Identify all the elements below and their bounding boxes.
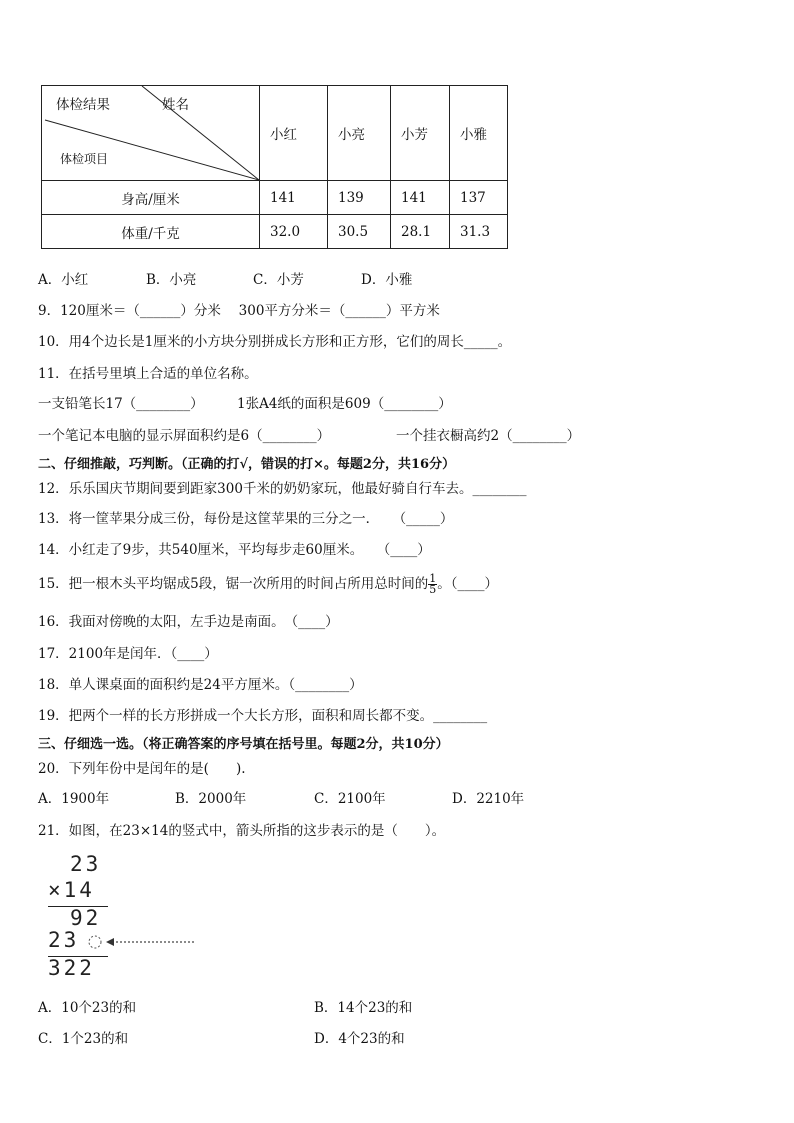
- question-12: 12．乐乐国庆节期间要到距家300千米的奶奶家玩，他最好骑自行车去。________: [38, 481, 527, 497]
- question-17: 17．2100年是闰年．（____）: [38, 646, 218, 662]
- q21-option-a[interactable]: A．10个23的和: [38, 1000, 137, 1016]
- name-header-cell: 小红: [260, 86, 328, 181]
- q21-option-b[interactable]: B．14个23的和: [314, 1000, 413, 1016]
- calc-multiplicand: 23: [70, 852, 102, 876]
- q8-option-b[interactable]: B．小亮: [146, 272, 197, 288]
- question-11-b: 1张A4纸的面积是609（________）: [237, 396, 452, 412]
- q20-option-b[interactable]: B．2000年: [175, 791, 247, 807]
- calc-partial-product-2: 23: [48, 928, 80, 952]
- q8-option-a[interactable]: A．小红: [38, 272, 89, 288]
- question-11-d: 一个挂衣橱高约2（________）: [396, 428, 581, 444]
- table-cell: 31.3: [450, 215, 508, 249]
- table-cell: 32.0: [260, 215, 328, 249]
- question-10: 10．用4个边长是1厘米的小方块分别拼成长方形和正方形，它们的周长_____。: [38, 334, 512, 350]
- calc-partial-product-1: 92: [70, 906, 102, 930]
- question-18: 18．单人课桌面的面积约是24平方厘米。（________）: [38, 677, 363, 693]
- question-19: 19．把两个一样的长方形拼成一个大长方形，面积和周长都不变。________: [38, 708, 488, 724]
- table-cell: 141: [260, 181, 328, 215]
- fraction-numerator: 1: [429, 572, 437, 585]
- q20-option-c[interactable]: C．2100年: [314, 791, 386, 807]
- corner-item-label: 体检项目: [60, 152, 109, 166]
- section-2-heading: 二、仔细推敲，巧判断。（正确的打√，错误的打×。每题2分，共16分）: [38, 457, 456, 472]
- section-3-heading: 三、仔细选一选。（将正确答案的序号填在括号里。每题2分，共10分）: [38, 737, 449, 752]
- question-20: 20．下列年份中是闰年的是( ).: [38, 761, 246, 777]
- fraction-one-fifth: [428, 574, 437, 595]
- table-row: [42, 215, 508, 249]
- q21-option-c[interactable]: C．1个23的和: [38, 1031, 129, 1047]
- vertical-multiplication-figure: [48, 852, 188, 982]
- table-cell: 137: [450, 181, 508, 215]
- question-11-a: 一支铅笔长17（________）: [38, 396, 204, 412]
- name-header-cell: 小亮: [328, 86, 391, 181]
- corner-result-label: 体检结果: [56, 97, 110, 113]
- health-check-table: [41, 85, 508, 249]
- row-label: 身高/厘米: [42, 181, 260, 215]
- table-cell: 28.1: [391, 215, 450, 249]
- question-21: 21．如图，在23×14的竖式中，箭头所指的这步表示的是（ ）。: [38, 823, 446, 839]
- table-cell: 30.5: [328, 215, 391, 249]
- fraction-denominator: 5: [429, 583, 437, 596]
- question-14: 14．小红走了9步，共540厘米，平均每步走60厘米。 （____）: [38, 542, 431, 558]
- table-row: [42, 181, 508, 215]
- question-9: 9．120厘米＝（______）分米 300平方分米＝（______）平方米: [38, 303, 440, 319]
- question-11-c: 一个笔记本电脑的显示屏面积约是6（________）: [38, 428, 331, 444]
- calc-result: 322: [48, 956, 95, 980]
- name-header-cell: 小雅: [450, 86, 508, 181]
- diagonal-header-cell: [42, 86, 260, 181]
- q21-option-d[interactable]: D．4个23的和: [314, 1031, 405, 1047]
- question-15-blank: 。（____）: [437, 576, 499, 592]
- corner-name-label: 姓名: [162, 97, 189, 113]
- table-cell: 139: [328, 181, 391, 215]
- question-15: [38, 574, 498, 595]
- name-header-cell: 小芳: [391, 86, 450, 181]
- q8-option-c[interactable]: C．小芳: [253, 272, 304, 288]
- q20-option-a[interactable]: A．1900年: [38, 791, 110, 807]
- question-15-text: 15．把一根木头平均锯成5段，锯一次所用的时间占所用总时间的: [38, 576, 429, 592]
- table-header-row: [42, 86, 508, 181]
- row-label: 体重/千克: [42, 215, 260, 249]
- question-11: 11．在括号里填上合适的单位名称。: [38, 366, 258, 382]
- table-cell: 141: [391, 181, 450, 215]
- q20-option-d[interactable]: D．2210年: [452, 791, 525, 807]
- question-13: 13．将一筐苹果分成三份，每份是这筐苹果的三分之一． （_____）: [38, 511, 454, 527]
- question-16: 16．我面对傍晚的太阳，左手边是南面。 （____）: [38, 614, 339, 630]
- calc-multiplier: ×14: [48, 878, 95, 902]
- q8-option-d[interactable]: D．小雅: [361, 272, 413, 288]
- arrow-pointer-icon: [86, 932, 196, 954]
